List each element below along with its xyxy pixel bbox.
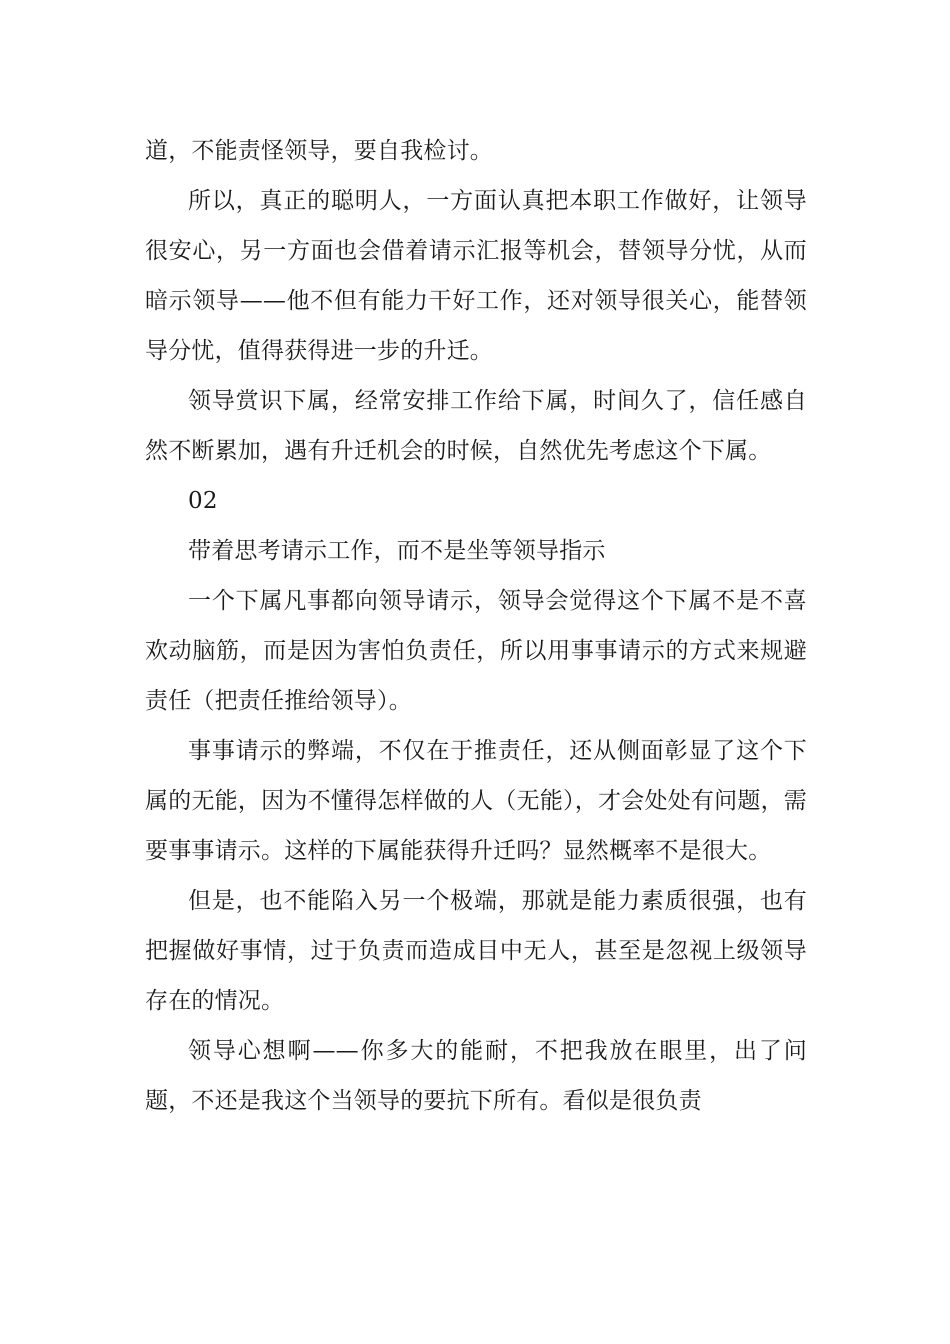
section-number: 02 [188,488,218,514]
paragraph-leader-thoughts: 领导心想啊——你多大的能耐，不把我放在眼里，出了问题，不还是我这个当领导的要抗下所有。看似是很负责 [145,1038,807,1114]
paragraph-other-extreme: 但是，也不能陷入另一个极端，那就是能力素质很强，也有把握做好事情，过于负责而造成目中无人，甚至是忽视上级领导存在的情况。 [145,888,807,1014]
paragraph-leader-appreciation: 领导赏识下属，经常安排工作给下属，时间久了，信任感自然不断累加，遇有升迁机会的时候，自然优先考虑这个下属。 [145,388,807,464]
section-heading: 带着思考请示工作，而不是坐等领导指示 [188,538,606,564]
paragraph-continuation: 道，不能责怪领导，要自我检讨。 [145,138,493,164]
paragraph-drawbacks: 事事请示的弊端，不仅在于推责任，还从侧面彰显了这个下属的无能，因为不懂得怎样做的人（无能），才会处处有问题，需要事事请示。这样的下属能获得升迁吗？显然概率不是很大。 [145,738,807,864]
body-text [145,126,807,1126]
paragraph-ask-everything: 一个下属凡事都向领导请示，领导会觉得这个下属不是不喜欢动脑筋，而是因为害怕负责任，所以用事事请示的方式来规避责任（把责任推给领导）。 [145,588,807,714]
paragraph-smart-people: 所以，真正的聪明人，一方面认真把本职工作做好，让领导很安心，另一方面也会借着请示汇报等机会，替领导分忧，从而暗示领导——他不但有能力干好工作，还对领导很关心，能替领导分忧，值得获得进一步的升迁。 [145,188,807,364]
